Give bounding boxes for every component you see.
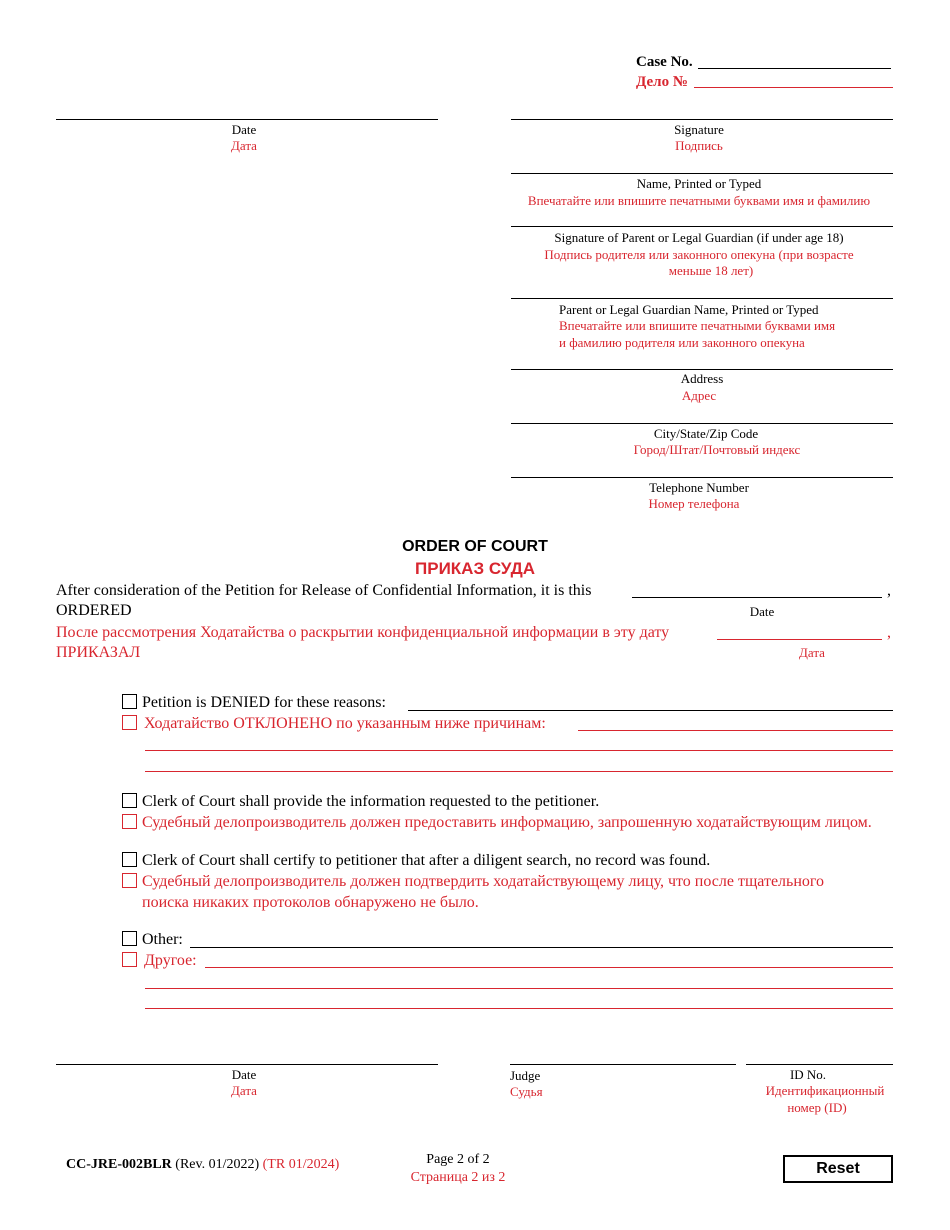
date-label: Date [231, 122, 257, 137]
order-comma: , [887, 582, 891, 599]
order-title-ru: ПРИКАЗ СУДА [415, 559, 535, 578]
form-rev: (Rev. 01/2022) [175, 1157, 260, 1172]
denied-reason-field-ru [578, 730, 893, 731]
date-label-ru: Дата [231, 138, 257, 153]
name-field[interactable] [511, 173, 893, 174]
id-number-label: ID No. [789, 1067, 827, 1082]
form-id: CC-JRE-002BLR [66, 1157, 172, 1172]
other-checkbox[interactable] [122, 931, 137, 946]
other-label-ru: Другое: [144, 952, 197, 969]
other-label: Other: [142, 931, 183, 948]
telephone-label: Telephone Number [649, 480, 749, 495]
order-date-field-ru [717, 639, 882, 640]
address-label: Address [680, 371, 724, 386]
page-number: Page 2 of 2 [426, 1152, 490, 1167]
parent-signature-label: Signature of Parent or Legal Guardian (if under age 18) [554, 230, 844, 245]
order-comma-ru: , [887, 624, 891, 641]
telephone-label-ru: Номер телефона [648, 496, 740, 511]
order-date-label-ru: Дата [799, 645, 825, 660]
judge-label-ru: Судья [510, 1084, 543, 1099]
order-date-label: Date [749, 604, 775, 619]
id-number-label-ru-2: номер (ID) [787, 1100, 847, 1115]
judge-date-label-ru: Дата [231, 1083, 257, 1098]
denied-reason-line-2[interactable] [145, 750, 893, 751]
other-field-ru [205, 967, 893, 968]
parent-name-label: Parent or Legal Guardian Name, Printed or Typed [559, 302, 819, 317]
case-number-field-ru [694, 87, 893, 88]
parent-signature-label-ru-2: меньше 18 лет) [668, 263, 754, 278]
telephone-field[interactable] [511, 477, 893, 478]
parent-name-field[interactable] [511, 298, 893, 299]
parent-name-label-ru: Впечатайте или впишите печатными буквами имя [559, 318, 836, 333]
name-label-ru: Впечатайте или впишите печатными буквами имя и фамилию [527, 193, 871, 208]
provide-info-label-ru: Судебный делопроизводитель должен предоставить информацию, запрошенную ходатайствующим лицом. [142, 814, 872, 831]
denied-checkbox-ru [122, 715, 137, 730]
page-number-ru: Страница 2 из 2 [410, 1170, 506, 1185]
judge-date-label: Date [231, 1067, 257, 1082]
ordered-label-ru: ПРИКАЗАЛ [56, 644, 141, 661]
signature-label: Signature [674, 122, 724, 137]
order-intro-ru: После рассмотрения Ходатайства о раскрытии конфиденциальной информации в эту дату [56, 624, 670, 641]
certify-checkbox-ru [122, 873, 137, 888]
order-intro: After consideration of the Petition for Release of Confidential Information, it is this [56, 582, 592, 599]
denied-reason-line-3[interactable] [145, 771, 893, 772]
address-field[interactable] [511, 369, 893, 370]
certify-label-ru-2: поиска никаких протоколов обнаружено не было. [142, 894, 479, 911]
case-number-label-ru: Дело № [636, 74, 688, 90]
provide-info-label: Clerk of Court shall provide the information requested to the petitioner. [142, 793, 600, 810]
order-date-field[interactable] [632, 597, 882, 598]
denied-label: Petition is DENIED for these reasons: [142, 694, 386, 711]
date-field[interactable] [56, 119, 438, 120]
other-checkbox-ru [122, 952, 137, 967]
certify-label-ru: Судебный делопроизводитель должен подтвердить ходатайствующему лицу, что после тщательного [142, 873, 825, 890]
name-label: Name, Printed or Typed [636, 176, 762, 191]
denied-reason-field[interactable] [408, 710, 893, 711]
judge-signature-field[interactable] [510, 1064, 736, 1065]
ordered-label: ORDERED [56, 602, 132, 619]
denied-label-ru: Ходатайство ОТКЛОНЕНО по указанным ниже причинам: [144, 715, 546, 732]
signature-label-ru: Подпись [675, 138, 723, 153]
reset-button[interactable]: Reset [783, 1155, 893, 1183]
other-field[interactable] [190, 947, 893, 948]
parent-name-label-ru-2: и фамилию родителя или законного опекуна [559, 335, 805, 350]
id-number-label-ru: Идентификационный [765, 1083, 885, 1098]
provide-info-checkbox-ru [122, 814, 137, 829]
signature-field[interactable] [511, 119, 893, 120]
parent-signature-field[interactable] [511, 226, 893, 227]
certify-label: Clerk of Court shall certify to petitioner that after a diligent search, no record was found. [142, 852, 711, 869]
denied-checkbox[interactable] [122, 694, 137, 709]
case-number-field[interactable] [698, 68, 891, 69]
city-state-zip-label: City/State/Zip Code [653, 426, 759, 441]
case-number-label: Case No. [636, 54, 693, 70]
provide-info-checkbox[interactable] [122, 793, 137, 808]
other-line-3[interactable] [145, 1008, 893, 1009]
form-revision-line [66, 1155, 339, 1175]
other-line-2[interactable] [145, 988, 893, 989]
form-tr: (TR 01/2024) [262, 1157, 340, 1172]
judge-label: Judge [510, 1068, 541, 1083]
judge-date-field[interactable] [56, 1064, 438, 1065]
parent-signature-label-ru: Подпись родителя или законного опекуна (при возрасте [544, 247, 854, 262]
city-state-zip-field[interactable] [511, 423, 893, 424]
address-label-ru: Адрес [681, 388, 717, 403]
city-state-zip-label-ru: Город/Штат/Почтовый индекс [633, 442, 801, 457]
order-title: ORDER OF COURT [402, 538, 548, 555]
certify-checkbox[interactable] [122, 852, 137, 867]
id-number-field[interactable] [746, 1064, 893, 1065]
